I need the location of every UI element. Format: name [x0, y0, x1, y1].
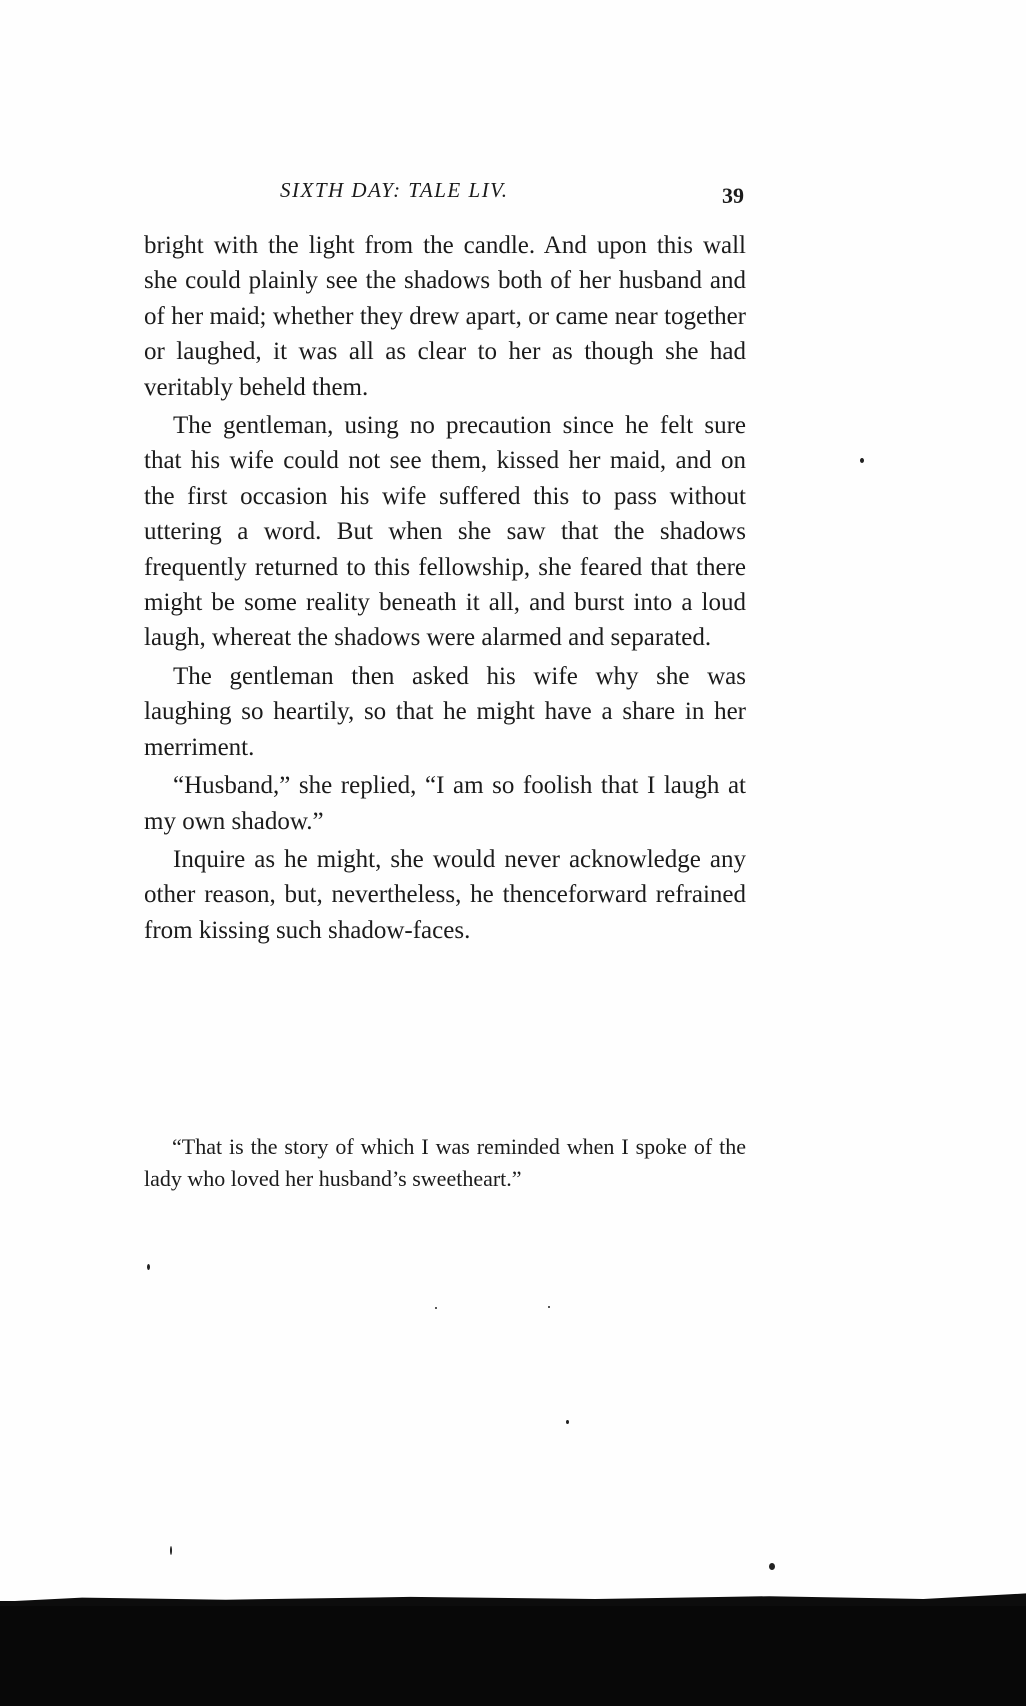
- paragraph-2: The gentleman, using no precaution since he felt sure that his wife could not see them, kissed her maid, and on the first occasion his wife suffered this to pass without uttering a word. But when she saw that the shadows frequently returned to this fellowship, she feared that there might be some reality beneath it all, and burst into a loud laugh, whereat the shadows were alarmed and separated.: [144, 412, 746, 652]
- speck: [548, 1306, 550, 1308]
- closing-paragraph: “That is the story of which I was reminded when I spoke of the lady who loved her husband’s sweetheart.”: [144, 1134, 746, 1191]
- scan-bottom-edge: [0, 1601, 1026, 1706]
- speck: [769, 1563, 775, 1570]
- running-title: SIXTH DAY: TALE LIV.: [280, 178, 509, 202]
- page-number: 39: [722, 183, 744, 208]
- speck: [147, 1264, 150, 1270]
- speck: [435, 1307, 437, 1309]
- paragraph-3: The gentleman then asked his wife why she was laughing so heartily, so that he might have a share in her merriment.: [144, 662, 746, 761]
- paragraph-1: bright with the light from the candle. And upon this wall she could plainly see the shadows both of her husband and of her maid; whether they drew apart, or came near together or laughed, it was all as clear to her as though she had veritably beheld them.: [144, 232, 746, 401]
- running-header: [144, 178, 744, 218]
- closing-remark: [144, 1131, 746, 1194]
- paragraph-4: “Husband,” she replied, “I am so foolish that I laugh at my own shadow.”: [144, 772, 746, 835]
- main-text: [144, 228, 746, 951]
- speck: [566, 1420, 569, 1424]
- paragraph-5: Inquire as he might, she would never acknowledge any other reason, but, nevertheless, he thenceforward refrained from kissing such shadow-faces.: [144, 845, 746, 944]
- speck: [170, 1546, 172, 1555]
- speck: [860, 458, 864, 463]
